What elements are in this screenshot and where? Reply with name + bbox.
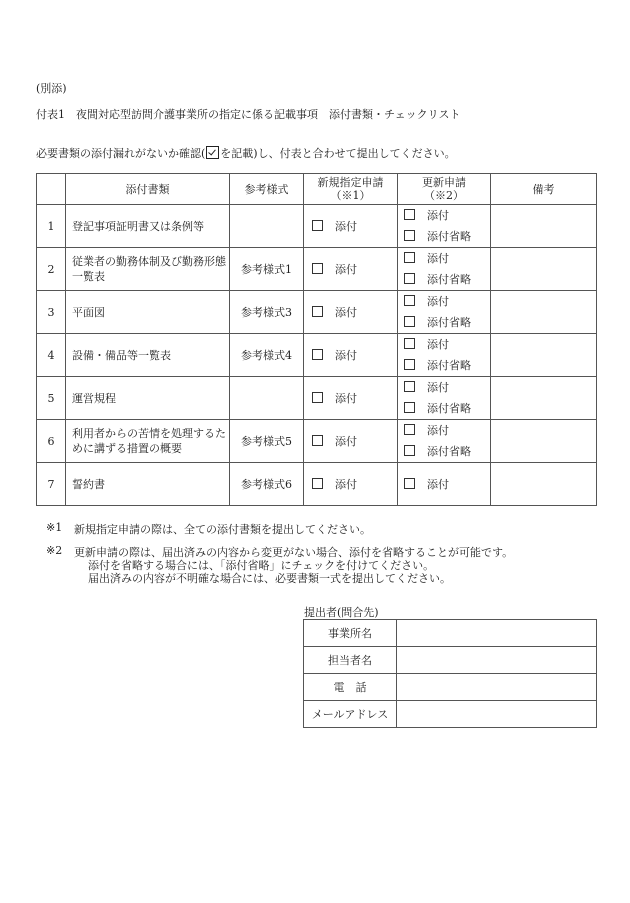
- new-application-cell: [304, 291, 398, 334]
- renewal-option[interactable]: [404, 420, 490, 441]
- note1-text: 新規指定申請の際は、全ての添付書類を提出してください。: [74, 523, 371, 536]
- checkbox[interactable]: [404, 381, 415, 392]
- option-label: 添付: [335, 478, 357, 491]
- submitter-field-label: 事業所名: [304, 620, 397, 647]
- submitter-table: [303, 619, 597, 728]
- option-label: 添付省略: [427, 402, 471, 415]
- renewal-application-cell: [398, 248, 491, 291]
- renewal-option[interactable]: [404, 474, 490, 495]
- renewal-option[interactable]: [404, 377, 490, 398]
- renewal-application-cell: [398, 463, 491, 506]
- option-label: 添付: [427, 252, 449, 265]
- checkbox[interactable]: [404, 273, 415, 284]
- note2-mark: ※2: [46, 544, 63, 557]
- note2-line2: 添付を省略する場合には、「添付省略」にチェックを付けてください。: [88, 559, 435, 572]
- submitter-field-value[interactable]: [397, 701, 597, 728]
- note1-mark: ※1: [46, 521, 63, 534]
- submitter-heading: 提出者(問合先): [304, 606, 379, 619]
- option-label: 添付: [427, 424, 449, 437]
- new-attach-option[interactable]: [312, 390, 397, 406]
- document-name: 利用者からの苦情を処理するために講ずる措置の概要: [66, 420, 230, 463]
- checkbox[interactable]: [404, 252, 415, 263]
- new-application-cell: [304, 420, 398, 463]
- renewal-option[interactable]: [404, 312, 490, 333]
- checkbox[interactable]: [404, 424, 415, 435]
- reference-form: [230, 205, 304, 248]
- table-row: [37, 334, 597, 377]
- attachment-label: (別添): [36, 82, 67, 95]
- remarks-cell[interactable]: [491, 377, 597, 420]
- submitter-row: [304, 620, 597, 647]
- submitter-field-value[interactable]: [397, 647, 597, 674]
- submitter-row: [304, 647, 597, 674]
- checkbox[interactable]: [404, 338, 415, 349]
- option-label: 添付: [427, 338, 449, 351]
- option-label: 添付: [335, 263, 357, 276]
- checkbox[interactable]: [312, 392, 323, 403]
- instruction-text-part1: 必要書類の添付漏れがないか確認(: [36, 147, 206, 160]
- option-label: 添付: [427, 209, 449, 222]
- option-label: 添付: [427, 381, 449, 394]
- remarks-cell[interactable]: [491, 334, 597, 377]
- header-remarks: 備考: [491, 174, 597, 205]
- new-attach-option[interactable]: [312, 261, 397, 277]
- table-row: [37, 463, 597, 506]
- attachment-checklist-table: [36, 173, 597, 506]
- renewal-application-cell: [398, 205, 491, 248]
- remarks-cell[interactable]: [491, 463, 597, 506]
- instruction-text-part2: を記載)し、付表と合わせて提出してください。: [220, 147, 456, 160]
- remarks-cell[interactable]: [491, 420, 597, 463]
- table-row: [37, 248, 597, 291]
- checkbox[interactable]: [312, 349, 323, 360]
- checkmark-box-icon: [206, 146, 219, 159]
- header-renewal-application-label: 更新申請: [422, 176, 466, 189]
- new-application-cell: [304, 377, 398, 420]
- renewal-option[interactable]: [404, 205, 490, 226]
- note2-line1: 更新申請の際は、届出済みの内容から変更がない場合、添付を省略することが可能です。: [74, 546, 514, 559]
- submitter-field-label: メールアドレス: [304, 701, 397, 728]
- renewal-application-cell: [398, 420, 491, 463]
- row-number: 5: [37, 377, 66, 420]
- new-attach-option[interactable]: [312, 433, 397, 449]
- renewal-application-cell: [398, 334, 491, 377]
- renewal-option[interactable]: [404, 398, 490, 419]
- submitter-field-value[interactable]: [397, 674, 597, 701]
- new-attach-option[interactable]: [312, 304, 397, 320]
- table-row: [37, 420, 597, 463]
- checkbox[interactable]: [404, 478, 415, 489]
- header-new-application-label: 新規指定申請: [317, 176, 384, 189]
- header-new-application: [304, 174, 398, 205]
- table-row: [37, 291, 597, 334]
- renewal-application-cell: [398, 291, 491, 334]
- new-application-cell: [304, 248, 398, 291]
- reference-form: 参考様式4: [230, 334, 304, 377]
- document-name: 平面図: [66, 291, 230, 334]
- row-number: 3: [37, 291, 66, 334]
- row-number: 4: [37, 334, 66, 377]
- document-name: 運営規程: [66, 377, 230, 420]
- renewal-application-cell: [398, 377, 491, 420]
- renewal-option[interactable]: [404, 226, 490, 247]
- reference-form: 参考様式5: [230, 420, 304, 463]
- option-label: 添付: [427, 477, 449, 491]
- option-label: 添付: [335, 306, 357, 319]
- option-label: 添付: [335, 435, 357, 448]
- new-attach-option[interactable]: [312, 347, 397, 363]
- header-document: 添付書類: [66, 174, 230, 205]
- header-reference-form: 参考様式: [230, 174, 304, 205]
- document-name: 誓約書: [66, 463, 230, 506]
- header-renewal-application: [398, 174, 491, 205]
- option-label: 添付省略: [427, 316, 471, 329]
- submitter-row: [304, 701, 597, 728]
- option-label: 添付: [335, 349, 357, 362]
- checkbox[interactable]: [312, 478, 323, 489]
- reference-form: 参考様式3: [230, 291, 304, 334]
- reference-form: [230, 377, 304, 420]
- row-number: 2: [37, 248, 66, 291]
- checkbox[interactable]: [312, 435, 323, 446]
- renewal-option[interactable]: [404, 269, 490, 290]
- row-number: 6: [37, 420, 66, 463]
- checkbox[interactable]: [404, 295, 415, 306]
- document-name: 登記事項証明書又は条例等: [66, 205, 230, 248]
- checkbox[interactable]: [404, 402, 415, 413]
- table-row: [37, 377, 597, 420]
- option-label: 添付省略: [427, 359, 471, 372]
- option-label: 添付省略: [427, 445, 471, 458]
- option-label: 添付省略: [427, 273, 471, 286]
- option-label: 添付: [427, 295, 449, 308]
- renewal-option[interactable]: [404, 334, 490, 355]
- new-application-cell: [304, 334, 398, 377]
- remarks-cell[interactable]: [491, 248, 597, 291]
- new-attach-option[interactable]: [312, 476, 397, 492]
- remarks-cell[interactable]: [491, 205, 597, 248]
- new-application-cell: [304, 205, 398, 248]
- checkbox[interactable]: [312, 263, 323, 274]
- new-application-cell: [304, 463, 398, 506]
- renewal-option[interactable]: [404, 441, 490, 462]
- submitter-field-label: 電 話: [304, 674, 397, 701]
- new-attach-option[interactable]: [312, 218, 397, 234]
- option-label: 添付: [335, 392, 357, 405]
- checkbox[interactable]: [404, 359, 415, 370]
- checkbox[interactable]: [404, 316, 415, 327]
- table-header-row: [37, 174, 597, 205]
- document-name: 従業者の勤務体制及び勤務形態一覧表: [66, 248, 230, 291]
- option-label: 添付省略: [427, 230, 471, 243]
- checkbox[interactable]: [312, 220, 323, 231]
- checkbox[interactable]: [312, 306, 323, 317]
- option-label: 添付: [335, 220, 357, 233]
- renewal-option[interactable]: [404, 291, 490, 312]
- note2-line3: 届出済みの内容が不明確な場合には、必要書類一式を提出してください。: [88, 572, 451, 585]
- document-name: 設備・備品等一覧表: [66, 334, 230, 377]
- submitter-field-value[interactable]: [397, 620, 597, 647]
- checkbox[interactable]: [404, 230, 415, 241]
- remarks-cell[interactable]: [491, 291, 597, 334]
- table-row: [37, 205, 597, 248]
- submitter-row: [304, 674, 597, 701]
- page-title: 付表1 夜間対応型訪問介護事業所の指定に係る記載事項 添付書類・チェックリスト: [36, 108, 461, 121]
- renewal-option[interactable]: [404, 248, 490, 269]
- reference-form: 参考様式6: [230, 463, 304, 506]
- header-no: [37, 174, 66, 205]
- instruction-text: [36, 145, 456, 161]
- header-new-application-note: （※1）: [330, 189, 371, 202]
- row-number: 1: [37, 205, 66, 248]
- renewal-option[interactable]: [404, 355, 490, 376]
- submitter-field-label: 担当者名: [304, 647, 397, 674]
- reference-form: 参考様式1: [230, 248, 304, 291]
- checkbox[interactable]: [404, 445, 415, 456]
- row-number: 7: [37, 463, 66, 506]
- checkbox[interactable]: [404, 209, 415, 220]
- header-renewal-application-note: （※2）: [424, 189, 464, 202]
